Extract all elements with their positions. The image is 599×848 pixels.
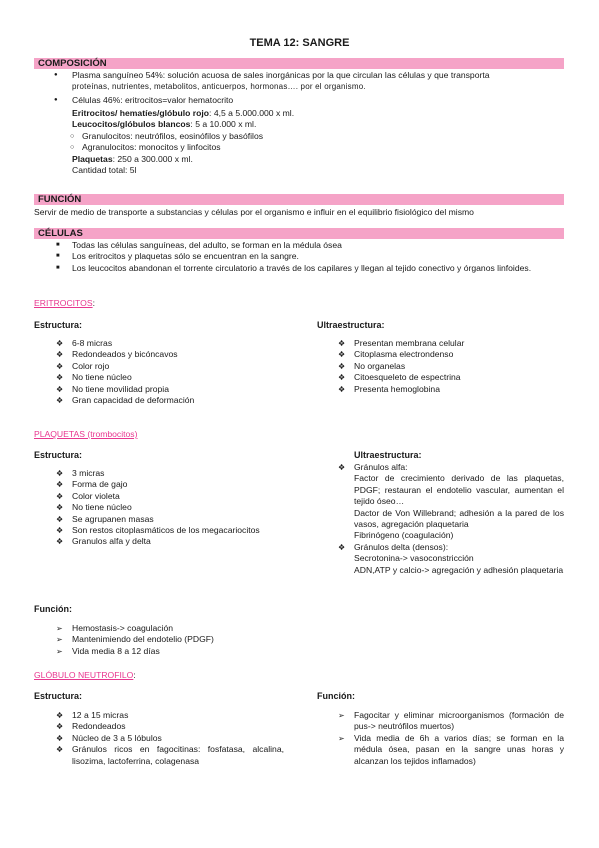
page-title: TEMA 12: SANGRE [249, 37, 350, 49]
list-item: ❖ Presenta hemoglobina [354, 384, 574, 395]
list-item: ❖ 12 a 15 micras [72, 710, 284, 721]
plaquetas-heading: PLAQUETAS (trombocitos) [34, 429, 138, 439]
list-item: ➢ Fagocitar y eliminar microorganismos (formación de pus-> neutrófilos muertos) [354, 710, 564, 733]
list-item: ❖ No organelas [354, 361, 574, 372]
list-item: ❖ Se agrupanen masas [72, 514, 296, 525]
list-item: ❖ No tiene movilidad propia [72, 384, 292, 395]
neutrofilo-estructura-list [72, 710, 284, 767]
list-item: ● Células 46%: eritrocitos=valor hematocrito [72, 95, 564, 106]
list-item: ❖ No tiene núcleo [72, 372, 292, 383]
list-item: ➢ Vida media 8 a 12 días [72, 646, 372, 657]
list-item: ➢ Mantenimiendo del endotelio (PDGF) [72, 634, 372, 645]
eritrocitos-estructura-label: Estructura: [34, 320, 83, 330]
list-item: ❖ Citoesqueleto de espectrina [354, 372, 574, 383]
list-item: ■ Todas las células sanguíneas, del adulto, se forman en la médula ósea [72, 240, 564, 251]
list-item: ➢ Hemostasis-> coagulación [72, 623, 372, 634]
list-item: ❖ Gránulos delta (densos): [354, 542, 564, 553]
plaquetas-ultra-label: Ultraestructura: [354, 450, 422, 460]
list-item: ❖ Gránulos ricos en fagocitinas: fosfatasa, alcalina, lisozima, lactoferrina, colagenasa [72, 744, 284, 767]
neutrofilo-funcion-list [354, 710, 564, 767]
list-item: ❖ Gránulos alfa: [354, 462, 564, 473]
list-item: ❖ Redondeados y bicóncavos [72, 349, 292, 360]
list-item: ❖ Citoplasma electrondenso [354, 349, 574, 360]
list-item: ■ Los leucocitos abandonan el torrente circulatorio a través de los capilares y llegan al tejido conectivo y órganos linfoides. [72, 263, 564, 274]
eritrocitos-heading: ERITROCITOS: [34, 298, 95, 308]
list-item: ❖ Forma de gajo [72, 479, 296, 490]
list-item: ❖ Son restos citoplasmáticos de los megacariocitos [72, 525, 296, 536]
section-bar-funcion: FUNCIÓN [34, 194, 564, 205]
list-item: ❖ Color violeta [72, 491, 296, 502]
plaquetas-funcion-label: Función: [34, 604, 72, 614]
celulas-list [72, 240, 564, 274]
list-item: ❖ No tiene núcleo [72, 502, 296, 513]
composicion-list [72, 70, 564, 106]
list-item: ■ Los eritrocitos y plaquetas sólo se encuentran en la sangre. [72, 251, 564, 262]
neutrofilo-heading: GLÓBULO NEUTROFILO: [34, 670, 136, 680]
eritrocitos-ultra-label: Ultraestructura: [317, 320, 385, 330]
plaquetas-estructura-label: Estructura: [34, 450, 83, 460]
plaquetas-estructura-list [72, 468, 296, 548]
eritrocitos-estructura-list [72, 338, 292, 406]
list-item: ● Plasma sanguíneo 54%: solución acuosa de sales inorgánicas por la que circulan las células y que transporta proteínas, nutrientes, metabolitos, anticuerpos, hormonas…. por el organismo. [72, 70, 564, 93]
section-bar-composicion: COMPOSICIÓN [34, 58, 564, 69]
list-item: ➢ Vida media de 6h a varios días; se forman en la médula ósea, pasan en la sangre unas horas y alcanzan los tejidos inflamados) [354, 733, 564, 767]
list-item: ❖ Redondeados [72, 721, 284, 732]
composicion-details: Eritrocitos/ hematíes/glóbulo rojo: 4,5 a 5.000.000 x ml. Leucocitos/glóbulos blancos: 5 a 10.000 x ml. ○ Granulocitos: neutrófilos, eosinófilos y basófilos ○ Agranulocitos: monocitos y linfocitos Plaquetas: 250 a 300.000 x ml. Cantidad total: 5l [72, 108, 552, 176]
list-item: ○ Granulocitos: neutrófilos, eosinófilos y basófilos [82, 131, 552, 142]
list-item: ❖ Color rojo [72, 361, 292, 372]
neutrofilo-funcion-label: Función: [317, 691, 355, 701]
list-item: ○ Agranulocitos: monocitos y linfocitos [82, 142, 552, 153]
neutrofilo-estructura-label: Estructura: [34, 691, 83, 701]
list-item: ❖ 3 micras [72, 468, 296, 479]
plaquetas-funcion-list [72, 623, 372, 657]
funcion-text: Servir de medio de transporte a substancias y células por el organismo e influir en el equilibrio fisiológico del mismo [34, 207, 474, 217]
section-bar-celulas: CÉLULAS [34, 228, 564, 239]
eritrocitos-ultra-list [354, 338, 574, 395]
list-item: ❖ Granulos alfa y delta [72, 536, 296, 547]
list-item: ❖ Presentan membrana celular [354, 338, 574, 349]
list-item: ❖ Núcleo de 3 a 5 lóbulos [72, 733, 284, 744]
list-item: ❖ Gran capacidad de deformación [72, 395, 292, 406]
list-item: ❖ 6-8 micras [72, 338, 292, 349]
plaquetas-ultra-block: ❖ Gránulos alfa: Factor de crecimiento derivado de las plaquetas, PDGF; restauran el endotelio vascular, aumentan el tejido óseo… Dactor de Von Willebrand; adhesión a la pared de los vasos, agregación plaquetaria Fibrinógeno (coagulación) ❖ Gránulos delta (densos): Secrotonina-> vasoconstricción ADN,ATP y calcio-> agregación y adhesión plaquetaria [354, 462, 564, 576]
